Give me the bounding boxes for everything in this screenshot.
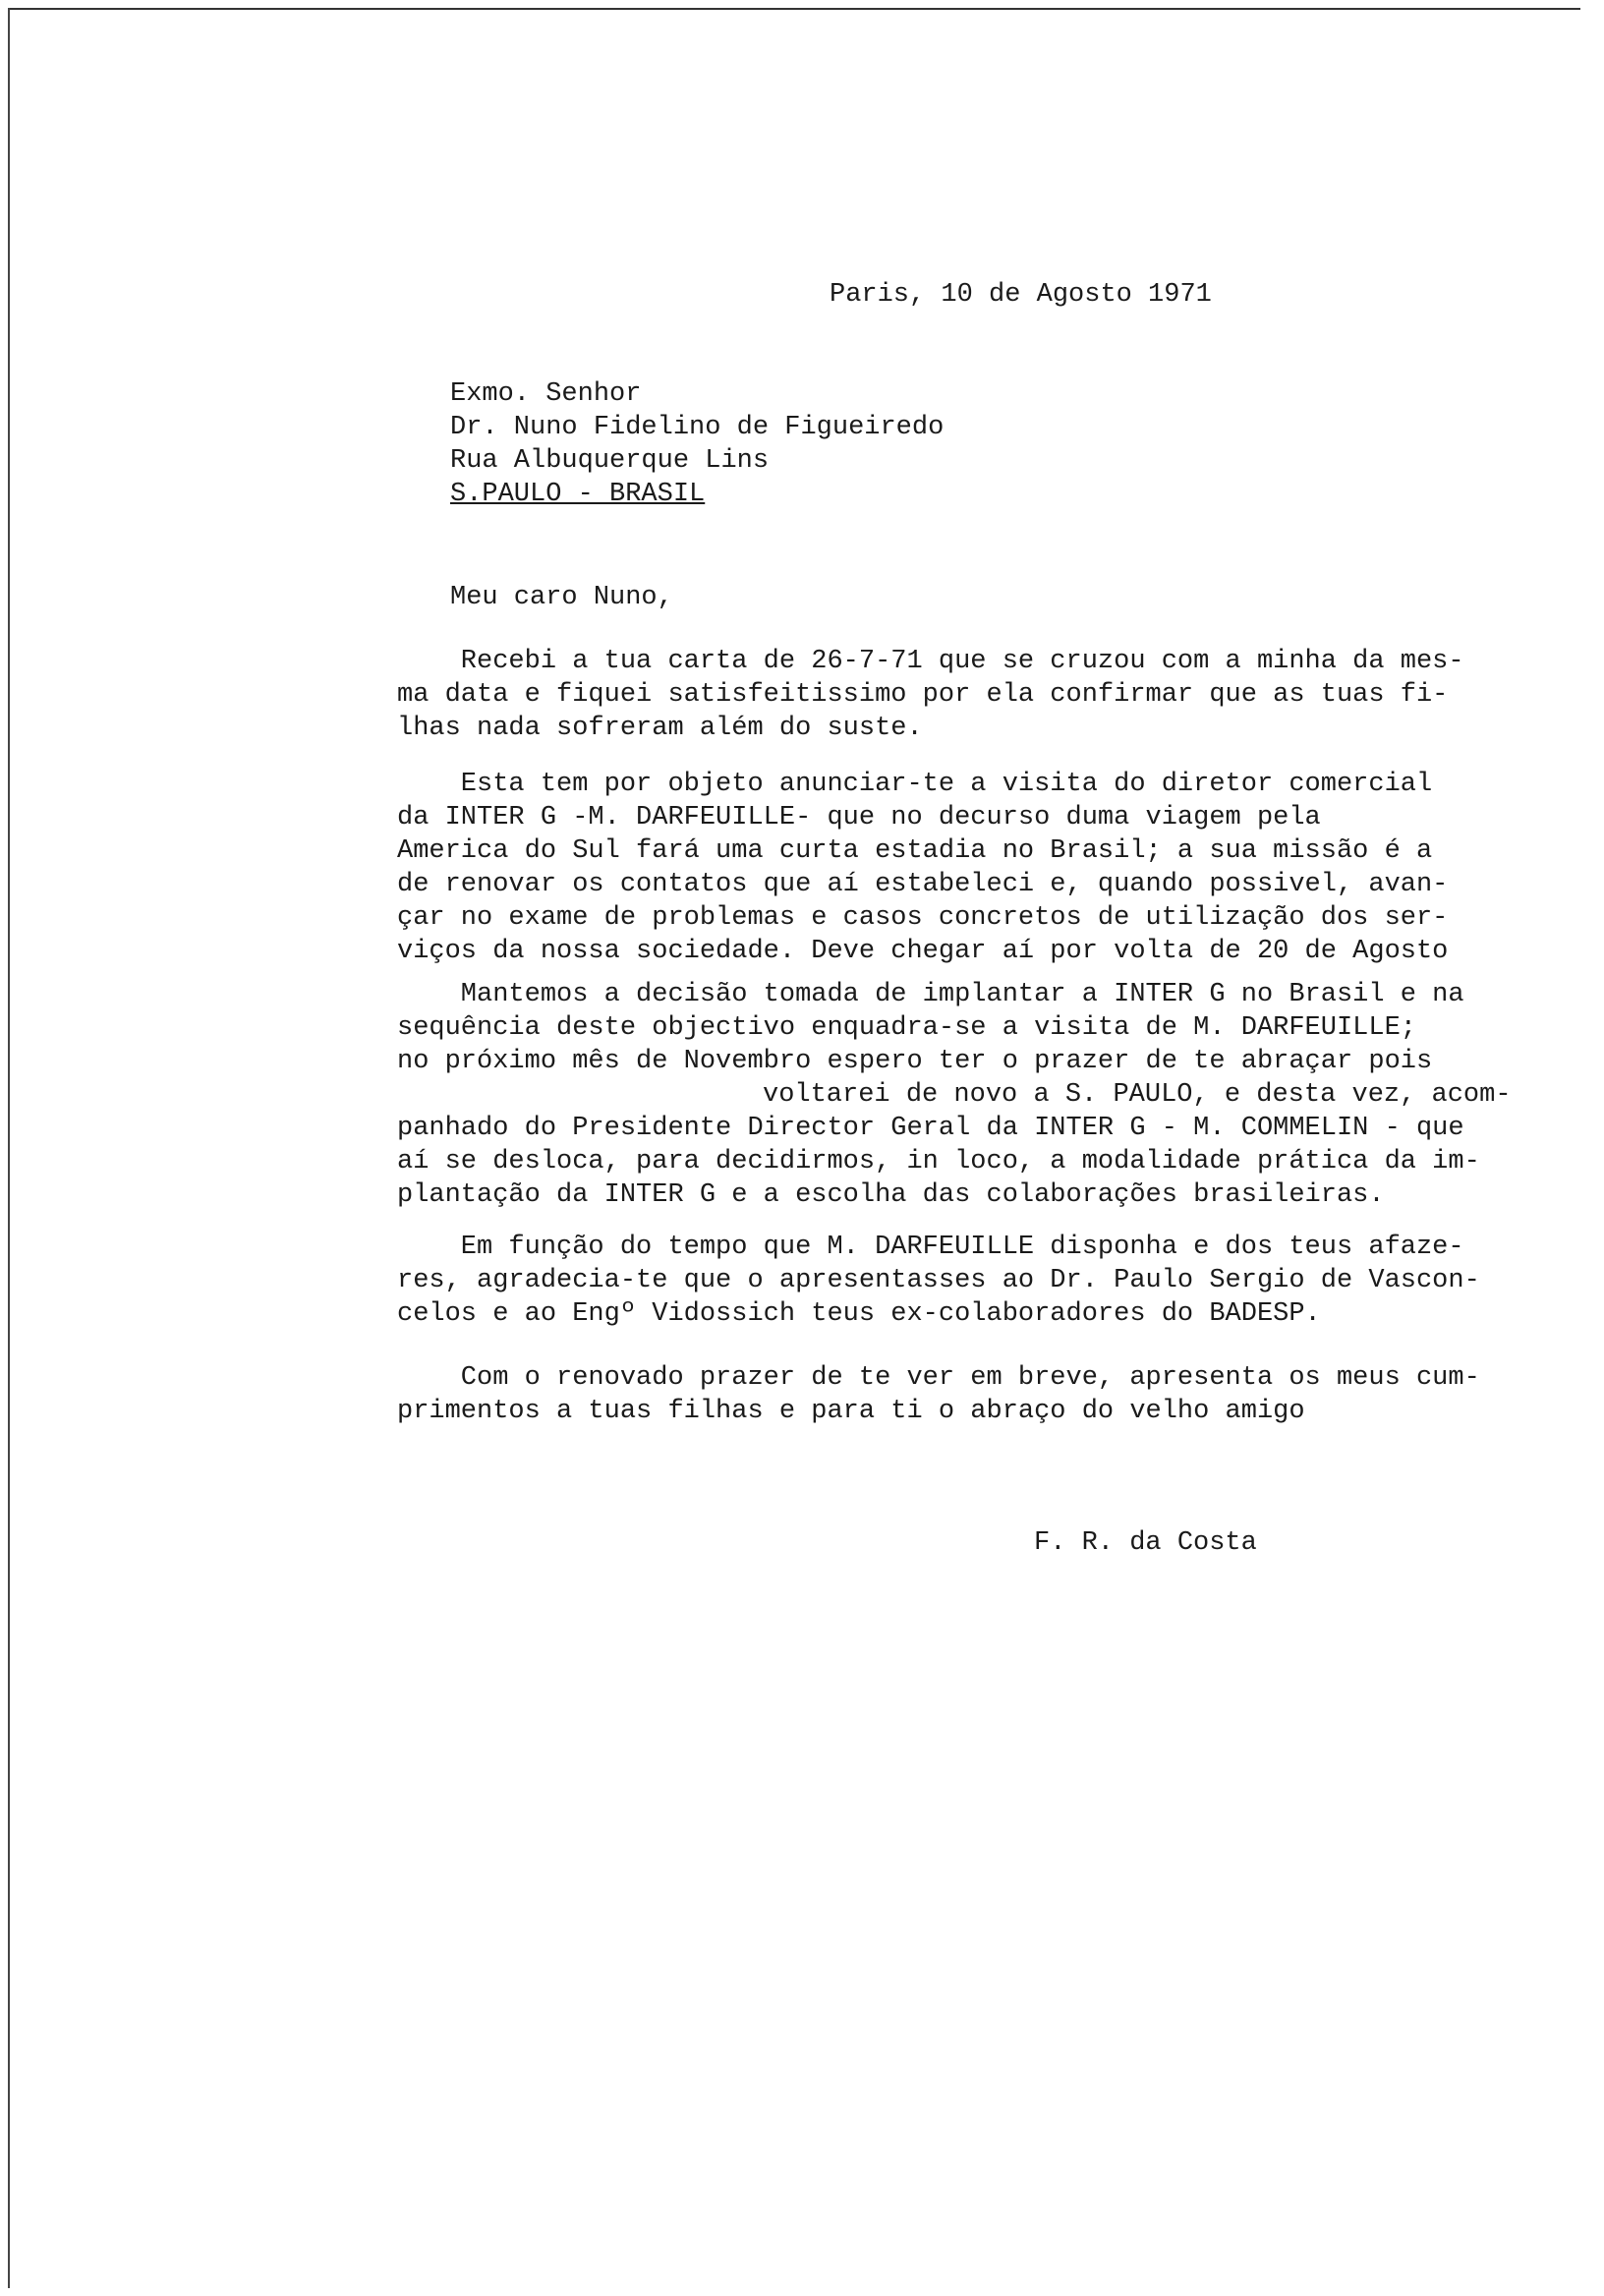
text-line: panhado do Presidente Director Geral da INTER G - M. COMMELIN - que [397, 1114, 1464, 1143]
text-line: sequência deste objectivo enquadra-se a visita de M. DARFEUILLE; [397, 1013, 1416, 1043]
text-line: America do Sul fará uma curta estadia no Brasil; a sua missão é a [397, 836, 1433, 866]
text-line: Com o renovado prazer de te ver em breve, apresenta os meus cum- [397, 1363, 1480, 1393]
text-line: res, agradecia-te que o apresentasses ao Dr. Paulo Sergio de Vascon- [397, 1266, 1480, 1295]
address-line: Exmo. Senhor [450, 379, 642, 409]
signature: F. R. da Costa [1034, 1528, 1257, 1558]
text-line: Em função do tempo que M. DARFEUILLE disponha e dos teus afaze- [397, 1233, 1464, 1262]
text-line: celos e ao Engº Vidossich teus ex-colaboradores do BADESP. [397, 1299, 1321, 1329]
page-edge-left [8, 8, 10, 2288]
text-line: lhas nada sofreram além do suste. [397, 714, 923, 743]
salutation: Meu caro Nuno, [450, 583, 673, 612]
address-line: S.PAULO - BRASIL [450, 480, 706, 509]
text-line: voltarei de novo a S. PAULO, e desta vez, acom- [763, 1080, 1512, 1110]
letter-date: Paris, 10 de Agosto 1971 [830, 280, 1212, 310]
text-line: primentos a tuas filhas e para ti o abraço do velho amigo [397, 1397, 1305, 1426]
text-line: Esta tem por objeto anunciar-te a visita do diretor comercial [397, 770, 1433, 799]
text-line: de renovar os contatos que aí estabeleci e, quando possivel, avan- [397, 870, 1449, 899]
text-line: ma data e fiquei satisfeitissimo por ela confirmar que as tuas fi- [397, 680, 1449, 710]
address-line: Dr. Nuno Fidelino de Figueiredo [450, 413, 945, 442]
text-line: aí se desloca, para decidirmos, in loco, a modalidade prática da im- [397, 1147, 1480, 1177]
text-line: Recebi a tua carta de 26-7-71 que se cruzou com a minha da mes- [397, 647, 1464, 676]
address-line: Rua Albuquerque Lins [450, 446, 770, 476]
page-edge-top [8, 8, 1580, 10]
text-line: çar no exame de problemas e casos concretos de utilização dos ser- [397, 903, 1449, 933]
text-line: no próximo mês de Novembro espero ter o prazer de te abraçar pois [397, 1047, 1433, 1076]
text-line: Mantemos a decisão tomada de implantar a INTER G no Brasil e na [397, 980, 1464, 1009]
text-line: da INTER G -M. DARFEUILLE- que no decurso duma viagem pela [397, 803, 1321, 832]
text-line: viços da nossa sociedade. Deve chegar aí por volta de 20 de Agosto [397, 937, 1449, 966]
text-line: plantação da INTER G e a escolha das colaborações brasileiras. [397, 1180, 1385, 1210]
